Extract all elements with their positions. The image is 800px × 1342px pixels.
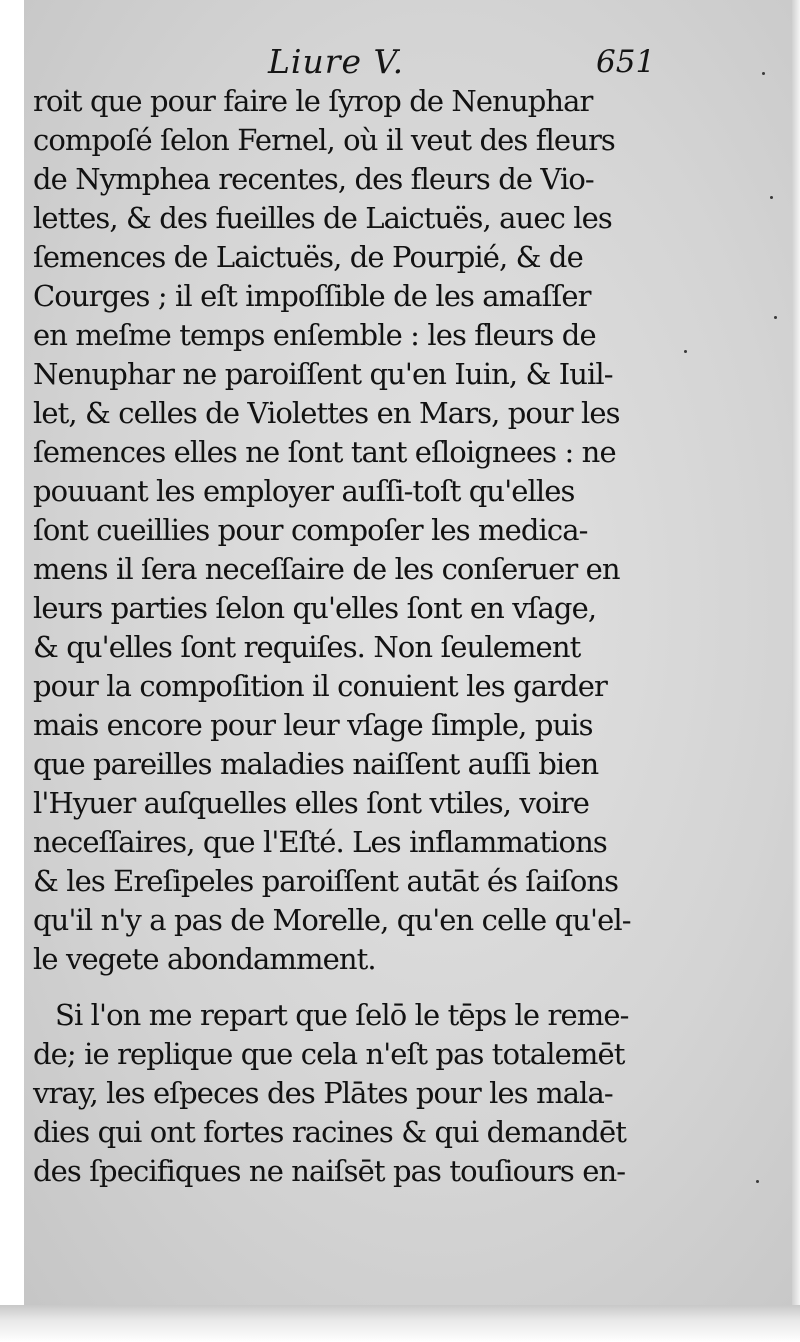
- text-line: lettes, & des fueilles de Laictuës, auec les: [33, 201, 612, 235]
- ink-speck: [762, 72, 765, 75]
- text-line: qu'il n'y a pas de Morelle, qu'en celle qu'el-: [33, 903, 631, 937]
- ink-speck: [684, 350, 687, 353]
- paragraph-1: [33, 82, 658, 979]
- text-line: & qu'elles ſont requiſes. Non ſeulement: [33, 630, 581, 664]
- text-line: de Nymphea recentes, des fleurs de Vio-: [33, 162, 594, 196]
- text-line: en meſme temps enſemble : les fleurs de: [33, 318, 596, 352]
- page-edge: [792, 0, 800, 1342]
- text-line: le vegete abondamment.: [33, 942, 376, 976]
- page-text: [33, 82, 658, 1191]
- text-line: mens il ſera neceſſaire de les conſeruer en: [33, 552, 620, 586]
- text-line: ſemences elles ne ſont tant eſloignees : ne: [33, 435, 616, 469]
- text-line: & les Ereſipeles paroiſſent autāt és ſaiſons: [33, 864, 619, 898]
- text-line: leurs parties ſelon qu'elles ſont en vſage,: [33, 591, 597, 625]
- text-line: pour la compoſition il conuient les garder: [33, 669, 607, 703]
- ink-speck: [774, 316, 777, 319]
- text-line: Nenuphar ne paroiſſent qu'en Iuin, & Iuil-: [33, 357, 613, 391]
- text-line: ſont cueillies pour compoſer les medica-: [33, 513, 588, 547]
- text-line: vray, les eſpeces des Plātes pour les mala-: [33, 1076, 613, 1110]
- text-line: pouuant les employer auſſi-toſt qu'elles: [33, 474, 575, 508]
- text-line: des ſpecifiques ne naiſsēt pas touſiours en-: [33, 1154, 626, 1188]
- paragraph-gap: [33, 979, 658, 996]
- ink-speck: [756, 1180, 759, 1183]
- text-line: de; ie replique que cela n'eſt pas totalemēt: [33, 1037, 625, 1071]
- paragraph-2: [33, 996, 658, 1191]
- page-bottom-edge: [0, 1305, 800, 1342]
- text-line: Si l'on me repart que ſelō le tēps le reme-: [55, 998, 629, 1032]
- scan-margin: [0, 0, 24, 1342]
- text-line: let, & celles de Violettes en Mars, pour les: [33, 396, 620, 430]
- running-title: Liure V.: [268, 42, 405, 81]
- text-line: compoſé ſelon Fernel, où il veut des fleurs: [33, 123, 615, 157]
- page-number: 651: [596, 44, 656, 80]
- text-line: Courges ; il eſt impoſſible de les amaſſer: [33, 279, 591, 313]
- text-line: que pareilles maladies naiſſent auſſi bien: [33, 747, 599, 781]
- text-line: l'Hyuer auſquelles elles ſont vtiles, voire: [33, 786, 589, 820]
- text-line: dies qui ont fortes racines & qui demandēt: [33, 1115, 626, 1149]
- text-line: roit que pour faire le ſyrop de Nenuphar: [33, 84, 593, 118]
- text-line: ſemences de Laictuës, de Pourpié, & de: [33, 240, 583, 274]
- text-line: neceſſaires, que l'Eſté. Les inflammations: [33, 825, 607, 859]
- text-line: mais encore pour leur vſage ſimple, puis: [33, 708, 593, 742]
- ink-speck: [770, 196, 773, 199]
